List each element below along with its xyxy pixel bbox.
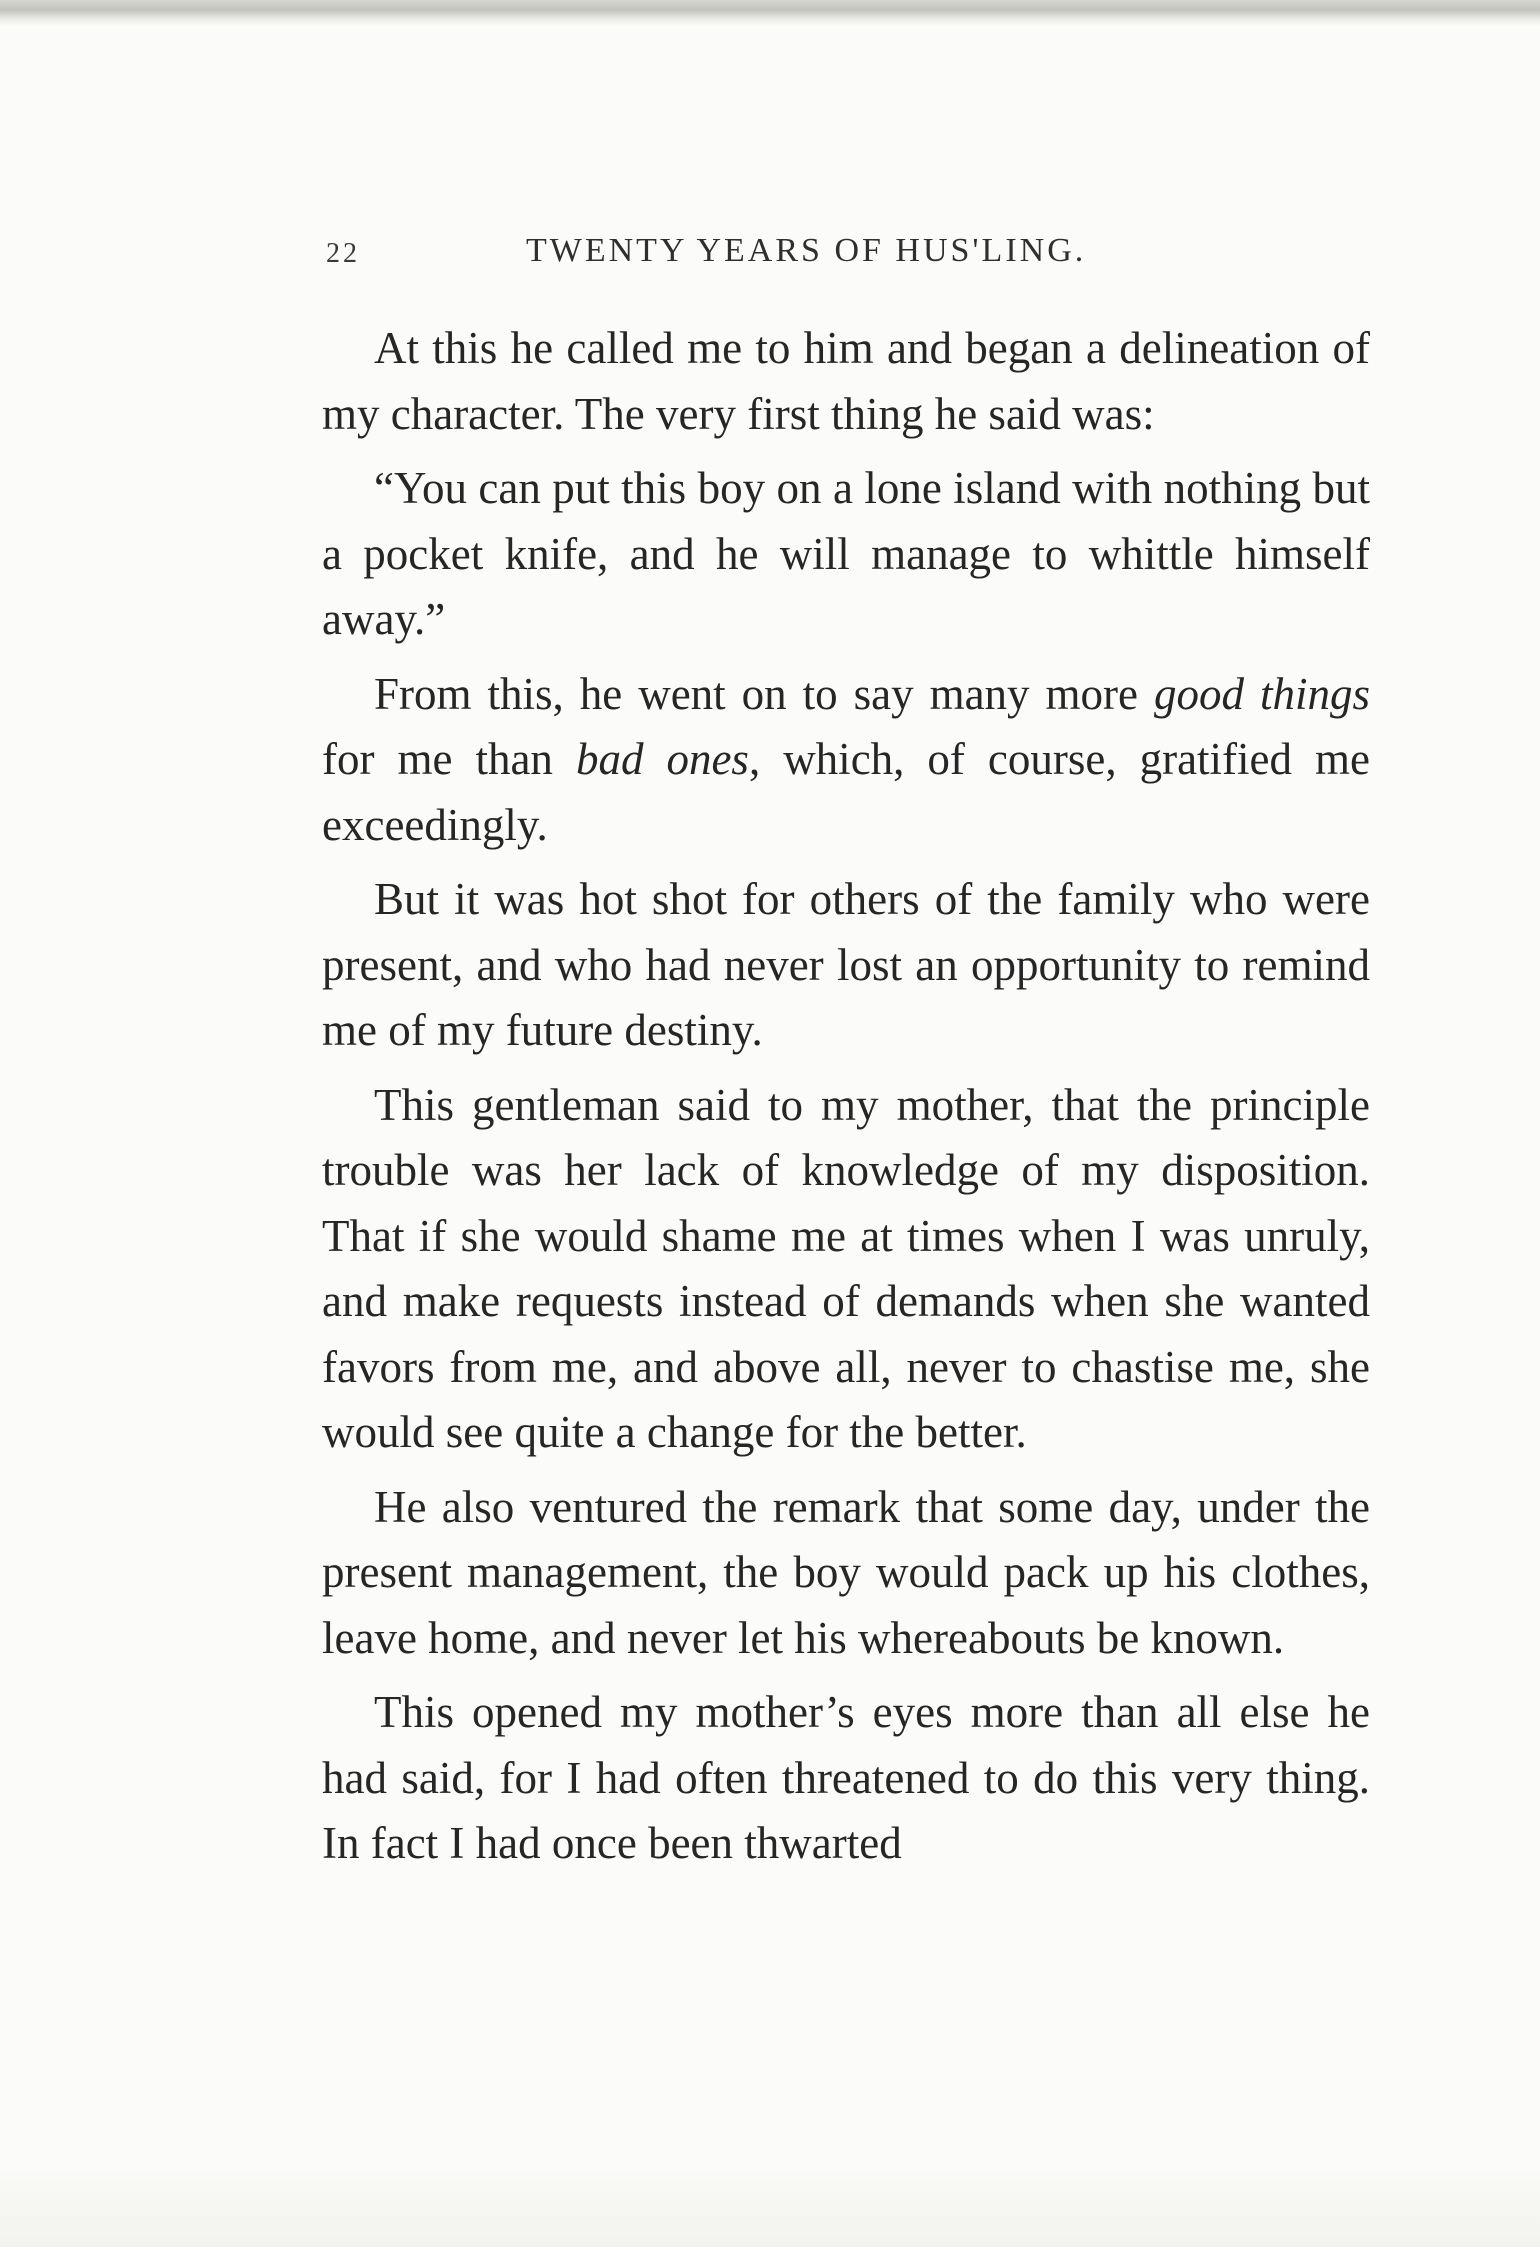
paragraph-3 <box>322 662 1370 859</box>
paragraph-4: But it was hot shot for others of the family who were present, and who had never lost an opportunity to remind me of my future destiny. <box>322 874 1370 1055</box>
scan-bottom-texture <box>0 2157 1540 2247</box>
paragraph-2: “You can put this boy on a lone island with nothing but a pocket knife, and he will manage to whittle himself away.” <box>322 463 1370 644</box>
paragraph-3-text-middle: for me than <box>322 734 576 784</box>
paragraph-3-text-end: , which, of course, gratified me exceedingly. <box>322 734 1370 850</box>
paragraph-3-text-start: From this, he went on to say many more <box>374 668 1154 719</box>
italic-bad-ones: bad ones <box>575 734 749 784</box>
paragraph-7: This opened my mother’s eyes more than all else he had said, for I had often threatened to do this very thing. In fact I had once been thwarted <box>322 1687 1370 1868</box>
page-header <box>326 232 1366 276</box>
paragraph-1: At this he called me to him and began a delineation of my character. The very first thing he said was: <box>322 323 1370 439</box>
page-number: 22 <box>326 238 360 269</box>
body-text <box>322 316 1370 1886</box>
paragraph-5: This gentleman said to my mother, that the principle trouble was her lack of knowledge of my disposition. That if she would shame me at times when I was unruly, and make requests instead of demands when she wanted favors from me, and above all, never to chastise me, she would see quite a change for the better. <box>322 1079 1370 1457</box>
italic-good-things: good things <box>1153 668 1370 719</box>
scan-top-edge <box>0 0 1540 26</box>
running-head: TWENTY YEARS OF HUS'LING. <box>526 232 1087 269</box>
paragraph-6: He also ventured the remark that some day, under the present management, the boy would pack up his clothes, leave home, and never let his whereabouts be known. <box>322 1481 1370 1663</box>
